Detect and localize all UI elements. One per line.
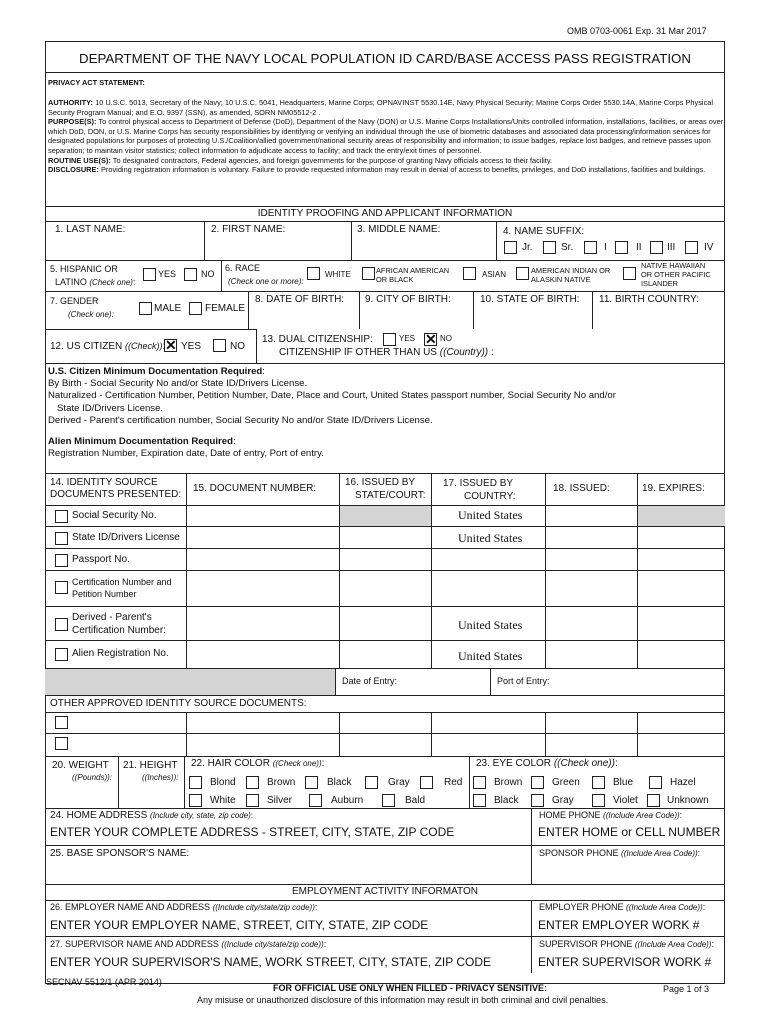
hair-blond-label: Blond <box>210 777 236 788</box>
eye-brown-label: Brown <box>494 777 523 788</box>
hispanic-label-2: LATINO (Check one): <box>55 277 136 287</box>
us-citizen-no-checkbox[interactable] <box>213 339 226 352</box>
employer-phone-label: EMPLOYER PHONE ((Include Area Code)): <box>539 902 706 912</box>
eye-gray-label: Gray <box>552 795 574 806</box>
doc-ssn-country: United States <box>458 508 523 522</box>
us-citizen-no-label: NO <box>230 341 245 352</box>
race-asian-checkbox[interactable] <box>463 267 476 280</box>
hair-color-label: 22. HAIR COLOR ((Check one)): <box>191 758 325 769</box>
doc-license-label: State ID/Drivers License <box>72 532 180 543</box>
dual-yes-label: YES <box>399 334 416 343</box>
hispanic-yes-checkbox[interactable] <box>143 268 156 281</box>
suffix-iii-checkbox[interactable] <box>650 241 663 254</box>
sponsor-phone-label: SPONSOR PHONE ((Include Area Code)): <box>539 848 701 858</box>
suffix-ii-label: II <box>636 242 642 253</box>
eye-color-label: 23. EYE COLOR ((Check one)): <box>476 758 618 769</box>
suffix-ii-checkbox[interactable] <box>615 241 628 254</box>
doc-certification-label-2: Petition Number <box>72 589 137 599</box>
hair-brown-checkbox[interactable] <box>246 776 259 789</box>
home-phone-value[interactable]: ENTER HOME or CELL NUMBER <box>538 825 721 839</box>
pounds-note: ((Pounds)): <box>72 773 113 782</box>
hair-gray-label: Gray <box>388 777 410 788</box>
race-label: 6. RACE <box>225 263 261 273</box>
suffix-i-checkbox[interactable] <box>584 241 597 254</box>
gender-female-checkbox[interactable] <box>189 302 202 315</box>
doc-derived-label: Derived - Parent's <box>72 612 152 623</box>
hispanic-no-label: NO <box>201 269 215 279</box>
doc-h18: 18. ISSUED: <box>553 483 610 494</box>
other-doc-1-checkbox[interactable] <box>55 716 68 729</box>
us-citizen-label: 12. US CITIZEN ((Check)) <box>50 341 163 352</box>
hair-black-label: Black <box>327 777 352 788</box>
eye-unknown-label: Unknown <box>667 795 709 806</box>
home-phone-label: HOME PHONE ((Include Area Code)): <box>539 810 683 820</box>
shaded-cell <box>45 668 335 695</box>
suffix-iv-label: IV <box>704 242 714 253</box>
doc-passport-label: Passport No. <box>72 554 130 565</box>
form-id: SECNAV 5512/1 (APR 2014) <box>46 977 162 987</box>
employment-section-header: EMPLOYMENT ACTIVITY INFORMATON <box>292 886 478 897</box>
first-name-label: 2. FIRST NAME: <box>211 224 286 235</box>
suffix-jr-label: Jr. <box>522 242 533 253</box>
hair-white-label: White <box>210 795 236 806</box>
hair-silver-checkbox[interactable] <box>246 794 259 807</box>
eye-violet-checkbox[interactable] <box>592 794 605 807</box>
other-doc-2-checkbox[interactable] <box>55 737 68 750</box>
race-white-checkbox[interactable] <box>307 267 320 280</box>
page-number: Page 1 of 3 <box>663 984 710 994</box>
eye-unknown-checkbox[interactable] <box>647 794 660 807</box>
other-documents-label: OTHER APPROVED IDENTITY SOURCE DOCUMENTS: <box>50 698 307 709</box>
eye-hazel-label: Hazel <box>670 777 696 788</box>
dob-label: 8. DATE OF BIRTH: <box>255 294 345 305</box>
hair-brown-label: Brown <box>267 777 296 788</box>
misuse-notice: Any misuse or unauthorized disclosure of this information may result in both criminal and civil penalties. <box>197 995 609 1005</box>
suffix-sr-checkbox[interactable] <box>543 241 556 254</box>
gender-female-label: FEMALE <box>205 303 246 314</box>
hair-gray-checkbox[interactable] <box>365 776 378 789</box>
home-address-value[interactable]: ENTER YOUR COMPLETE ADDRESS - STREET, CITY, STATE, ZIP CODE <box>50 825 455 839</box>
eye-gray-checkbox[interactable] <box>531 794 544 807</box>
doc-alien-label: Alien Registration No. <box>72 648 169 659</box>
height-label: 21. HEIGHT <box>123 760 178 771</box>
hair-black-checkbox[interactable] <box>305 776 318 789</box>
doc-derived-checkbox[interactable] <box>55 618 68 631</box>
supervisor-label: 27. SUPERVISOR NAME AND ADDRESS ((Include city/state/zip code)): <box>50 939 327 949</box>
inches-note: ((Inches)): <box>142 773 179 782</box>
documentation-requirements: U.S. Citizen Minimum Documentation Required: By Birth - Social Security No and/or State ID/Drivers License. Naturalized - Certification Number, Petition Number, Date, Place and Court, United States passport number, Social Security No and/or State ID/Drivers License. Derived - Parent's certification number, Social Security No and/or State ID/Drivers License. Alien Minimum Documentation Required: Registration Number, Expiration date, Date of entry, Port of entry. <box>48 366 616 460</box>
suffix-iii-label: III <box>667 242 676 253</box>
hair-bald-label: Bald <box>405 795 426 806</box>
state-of-birth-label: 10. STATE OF BIRTH: <box>480 294 580 305</box>
hair-blond-checkbox[interactable] <box>189 776 202 789</box>
citizenship-other-label: CITIZENSHIP IF OTHER THAN US ((Country)) : <box>279 347 494 358</box>
eye-violet-label: Violet <box>613 795 638 806</box>
doc-ssn-checkbox[interactable] <box>55 510 68 523</box>
eye-brown-checkbox[interactable] <box>473 776 486 789</box>
dual-citizenship-label: 13. DUAL CITIZENSHIP: <box>262 334 373 345</box>
hispanic-no-checkbox[interactable] <box>184 268 197 281</box>
gender-male-label: MALE <box>154 303 182 314</box>
race-ai-label-2: ALASKIN NATIVE <box>531 275 591 284</box>
employer-phone-value[interactable]: ENTER EMPLOYER WORK # <box>538 918 700 932</box>
dual-no-label: NO <box>440 334 452 343</box>
us-citizen-yes-label: YES <box>181 341 202 352</box>
dual-yes-checkbox[interactable] <box>383 333 396 346</box>
suffix-jr-checkbox[interactable] <box>504 241 517 254</box>
name-suffix-label: 4. NAME SUFFIX: <box>503 226 585 237</box>
doc-h17: 17. ISSUED BY <box>443 478 514 489</box>
doc-h16: 16. ISSUED BY <box>345 477 416 488</box>
eye-blue-label: Blue <box>613 777 634 788</box>
doc-h14-2: DOCUMENTS PRESENTED: <box>50 489 182 500</box>
race-asian-label: ASIAN <box>482 270 507 279</box>
race-african-american-checkbox[interactable] <box>362 267 375 280</box>
doc-license-checkbox[interactable] <box>55 532 68 545</box>
city-of-birth-label: 9. CITY OF BIRTH: <box>365 294 451 305</box>
supervisor-value[interactable]: ENTER YOUR SUPERVISOR'S NAME, WORK STREET, CITY, STATE, ZIP CODE <box>50 955 492 969</box>
privacy-statement: AUTHORITY: 10 U.S.C. 5013, Secretary of the Navy; 10 U.S.C. 5041, Headquarters, Marine Corps; OPNAVINST 5530.14E, Navy Physical Security; Marine Corps Order 5530.14A, Marine Corps Physical Security Program Manual; and E.O. 9397 (SSN), as amended, SORN NM05512-2 . PURPOSE(S): To control physical access to Department of Defense (DoD), Department of the Navy (DON) or U.S. Marine Corps Installations/Units controlled information, installations, facilities, or areas over which DoD, DON, or U.S. Marine Corps has security responsibilities by identifying or verifying an individual through the use of biometric databases and associated data processing/information services for designated populations for purposes of protecting U.S./Coalition/allied government/national security areas of responsibility and information; to issue badges, replace lost badges, and retrieve passes upon separation; to maintain visitor statistics; collect information to adjudicate access to facility; and track the entry/exit times of personnel. ROUTINE USE(S): To designated contractors, Federal agencies, and foreign governments for the purpose of granting Navy officials access to their facility. DISCLOSURE: Providing registration information is voluntary. Failure to provide requested information may result in denial of access to benefits, privileges, and DoD installations, facilities and buildings. <box>48 98 724 175</box>
hair-white-checkbox[interactable] <box>189 794 202 807</box>
employer-label: 26. EMPLOYER NAME AND ADDRESS ((Include city/state/zip code)): <box>50 902 318 912</box>
race-nh-label-3: ISLANDER <box>641 279 678 288</box>
home-address-label: 24. HOME ADDRESS (Include city, state, zip code): <box>50 810 254 821</box>
suffix-iv-checkbox[interactable] <box>685 241 698 254</box>
shaded-cell <box>637 505 725 526</box>
doc-h15: 15. DOCUMENT NUMBER: <box>193 483 317 494</box>
race-aa-label-2: OR BLACK <box>376 275 414 284</box>
checkmark-x-icon: ✕ <box>425 331 437 347</box>
doc-license-country: United States <box>458 531 523 545</box>
sponsor-name-label: 25. BASE SPONSOR'S NAME: <box>50 848 190 859</box>
checkmark-x-icon: ✕ <box>165 337 177 353</box>
doc-h14: 14. IDENTITY SOURCE <box>50 477 158 488</box>
date-of-entry-label: Date of Entry: <box>342 676 398 686</box>
eye-blue-checkbox[interactable] <box>592 776 605 789</box>
doc-ssn-label: Social Security No. <box>72 510 157 521</box>
doc-derived-label-2: Certification Number: <box>72 625 166 636</box>
suffix-sr-label: Sr. <box>561 242 574 253</box>
birth-country-label: 11. BIRTH COUNTRY: <box>599 294 700 305</box>
race-note: (Check one or more): <box>228 277 304 286</box>
supervisor-phone-value[interactable]: ENTER SUPERVISOR WORK # <box>538 955 712 969</box>
hair-red-label: Red <box>444 777 463 788</box>
doc-alien-checkbox[interactable] <box>55 648 68 661</box>
gender-label: 7. GENDER <box>50 296 99 306</box>
hair-auburn-label: Auburn <box>331 795 364 806</box>
gender-male-checkbox[interactable] <box>139 302 152 315</box>
race-american-indian-checkbox[interactable] <box>516 267 529 280</box>
doc-certification-label: Certification Number and <box>72 577 172 587</box>
eye-hazel-checkbox[interactable] <box>649 776 662 789</box>
eye-black-label: Black <box>494 795 519 806</box>
shaded-cell <box>339 505 431 526</box>
page-title: DEPARTMENT OF THE NAVY LOCAL POPULATION ID CARD/BASE ACCESS PASS REGISTRATION <box>78 51 692 66</box>
hair-red-checkbox[interactable] <box>420 776 433 789</box>
race-nh-label-2: OR OTHER PACIFIC <box>641 270 711 279</box>
race-ai-label: AMERICAN INDIAN OR <box>531 266 611 275</box>
hispanic-label: 5. HISPANIC OR <box>50 264 118 274</box>
hispanic-yes-label: YES <box>158 269 177 279</box>
doc-certification-checkbox[interactable] <box>55 581 68 594</box>
identity-section-header: IDENTITY PROOFING AND APPLICANT INFORMATION <box>257 208 513 219</box>
doc-h16-2: STATE/COURT: <box>355 490 426 501</box>
doc-derived-country: United States <box>458 618 523 632</box>
suffix-i-label: I <box>604 242 607 253</box>
gender-note: (Check one): <box>68 310 114 319</box>
eye-black-checkbox[interactable] <box>473 794 486 807</box>
omb-number: OMB 0703-0061 Exp. 31 Mar 2017 <box>567 26 707 36</box>
supervisor-phone-label: SUPERVISOR PHONE ((Include Area Code)): <box>539 939 715 949</box>
weight-label: 20. WEIGHT <box>52 760 109 771</box>
employer-value[interactable]: ENTER YOUR EMPLOYER NAME, STREET, CITY, STATE, ZIP CODE <box>50 918 429 932</box>
last-name-label: 1. LAST NAME: <box>55 224 126 235</box>
hair-bald-checkbox[interactable] <box>382 794 395 807</box>
doc-alien-country: United States <box>458 649 523 663</box>
doc-h19: 19. EXPIRES: <box>642 483 705 494</box>
doc-passport-checkbox[interactable] <box>55 554 68 567</box>
doc-h17-2: COUNTRY: <box>464 491 516 502</box>
hair-silver-label: Silver <box>267 795 293 806</box>
official-use-notice: FOR OFFICIAL USE ONLY WHEN FILLED - PRIVACY SENSITIVE: <box>273 983 548 993</box>
hair-auburn-checkbox[interactable] <box>309 794 322 807</box>
eye-green-label: Green <box>552 777 580 788</box>
race-native-hawaiian-checkbox[interactable] <box>623 267 636 280</box>
race-aa-label: AFRICAN AMERICAN <box>376 266 450 275</box>
privacy-heading: PRIVACY ACT STATEMENT: <box>48 78 145 87</box>
eye-green-checkbox[interactable] <box>531 776 544 789</box>
port-of-entry-label: Port of Entry: <box>497 676 550 686</box>
race-nh-label: NATIVE HAWAIIAN <box>641 261 706 270</box>
race-white-label: WHITE <box>325 270 351 279</box>
middle-name-label: 3. MIDDLE NAME: <box>357 224 441 235</box>
